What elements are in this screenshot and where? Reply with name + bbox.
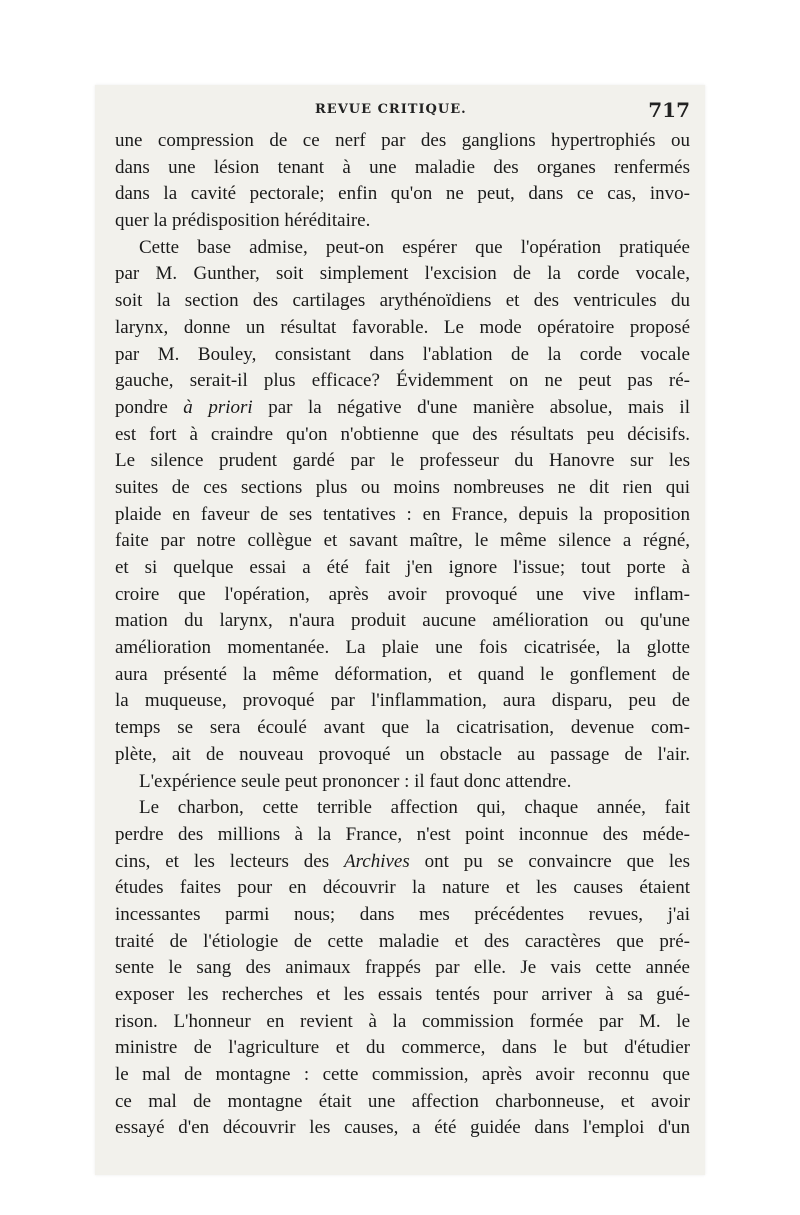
italic-term: Archives	[343, 850, 410, 872]
text-line: par M. Bouley, consistant dans l'ablation de la corde vocale	[115, 343, 690, 365]
text-segment: cins, et les lecteurs des	[115, 850, 344, 872]
text-line: essayé d'en découvrir les causes, a été guidée dans l'emploi d'un	[115, 1117, 690, 1139]
text-line: est fort à craindre qu'on n'obtienne que des résultats peu décisifs.	[115, 423, 690, 445]
text-line: mation du larynx, n'aura produit aucune amélioration ou qu'une	[115, 610, 690, 632]
text-line: faite par notre collègue et savant maître, le même silence a régné,	[115, 530, 690, 552]
page-number: 717	[648, 98, 690, 122]
text-line	[115, 395, 690, 422]
text-line: plaide en faveur de ses tentatives : en France, depuis la proposition	[115, 503, 690, 525]
text-line: dans la cavité pectorale; enfin qu'on ne peut, dans ce cas, invo-	[115, 183, 690, 205]
text-line: perdre des millions à la France, n'est point inconnue des méde-	[115, 823, 690, 845]
text-line: Le silence prudent gardé par le professeur du Hanovre sur les	[115, 450, 690, 472]
text-line: sente le sang des animaux frappés par elle. Je vais cette année	[115, 957, 690, 979]
text-line: croire que l'opération, après avoir provoqué une vive inflam-	[115, 583, 690, 605]
text-line: le mal de montagne : cette commission, après avoir reconnu que	[115, 1064, 690, 1086]
text-line: rison. L'honneur en revient à la commission formée par M. le	[115, 1010, 690, 1032]
running-title: REVUE CRITIQUE.	[315, 102, 467, 117]
text-segment: par la négative d'une manière absolue, mais il	[252, 396, 690, 418]
text-line: une compression de ce nerf par des ganglions hypertrophiés ou	[115, 130, 690, 151]
text-line	[115, 849, 690, 876]
text-line: par M. Gunther, soit simplement l'excision de la corde vocale,	[115, 263, 690, 285]
text-line: études faites pour en découvrir la nature et les causes étaient	[115, 877, 690, 899]
text-line: aura présenté la même déformation, et quand le gonflement de	[115, 663, 690, 685]
text-line: amélioration momentanée. La plaie une fois cicatrisée, la glotte	[115, 637, 690, 659]
text-line: la muqueuse, provoqué par l'inflammation, aura disparu, peu de	[115, 690, 690, 712]
text-line: traité de l'étiologie de cette maladie et des caractères que pré-	[115, 930, 690, 952]
text-line: exposer les recherches et les essais tentés pour arriver à sa gué-	[115, 984, 690, 1005]
text-line: Cette base admise, peut-on espérer que l'opération pratiquée	[139, 236, 690, 258]
text-segment: ont pu se convaincre que les	[409, 850, 690, 872]
text-line: temps se sera écoulé avant que la cicatrisation, devenue com-	[115, 717, 690, 739]
text-line: soit la section des cartilages arythénoïdiens et des ventricules du	[115, 290, 690, 312]
text-line: gauche, serait-il plus efficace? Évidemment on ne peut pas ré-	[115, 370, 690, 392]
text-line: et si quelque essai a été fait j'en ignore l'issue; tout porte à	[115, 557, 690, 578]
text-line: plète, ait de nouveau provoqué un obstacle au passage de l'air.	[115, 743, 690, 765]
text-line: incessantes parmi nous; dans mes précédentes revues, j'ai	[115, 903, 690, 925]
text-line: ce mal de montagne était une affection charbonneuse, et avoir	[115, 1090, 690, 1112]
text-line: larynx, donne un résultat favorable. Le mode opératoire proposé	[115, 316, 690, 338]
text-line: dans une lésion tenant à une maladie des organes renfermés	[115, 156, 690, 178]
text-line: Le charbon, cette terrible affection qui, chaque année, fait	[139, 797, 690, 819]
text-segment: pondre	[115, 396, 184, 418]
italic-term: à priori	[183, 396, 253, 418]
text-line: quer la prédisposition héréditaire.	[115, 210, 371, 232]
running-header	[115, 98, 690, 128]
text-line: L'expérience seule peut prononcer : il faut donc attendre.	[139, 770, 572, 792]
text-line: ministre de l'agriculture et du commerce, dans le but d'étudier	[115, 1037, 690, 1059]
body-text	[115, 128, 690, 1142]
text-line: suites de ces sections plus ou moins nombreuses ne dit rien qui	[115, 476, 690, 498]
